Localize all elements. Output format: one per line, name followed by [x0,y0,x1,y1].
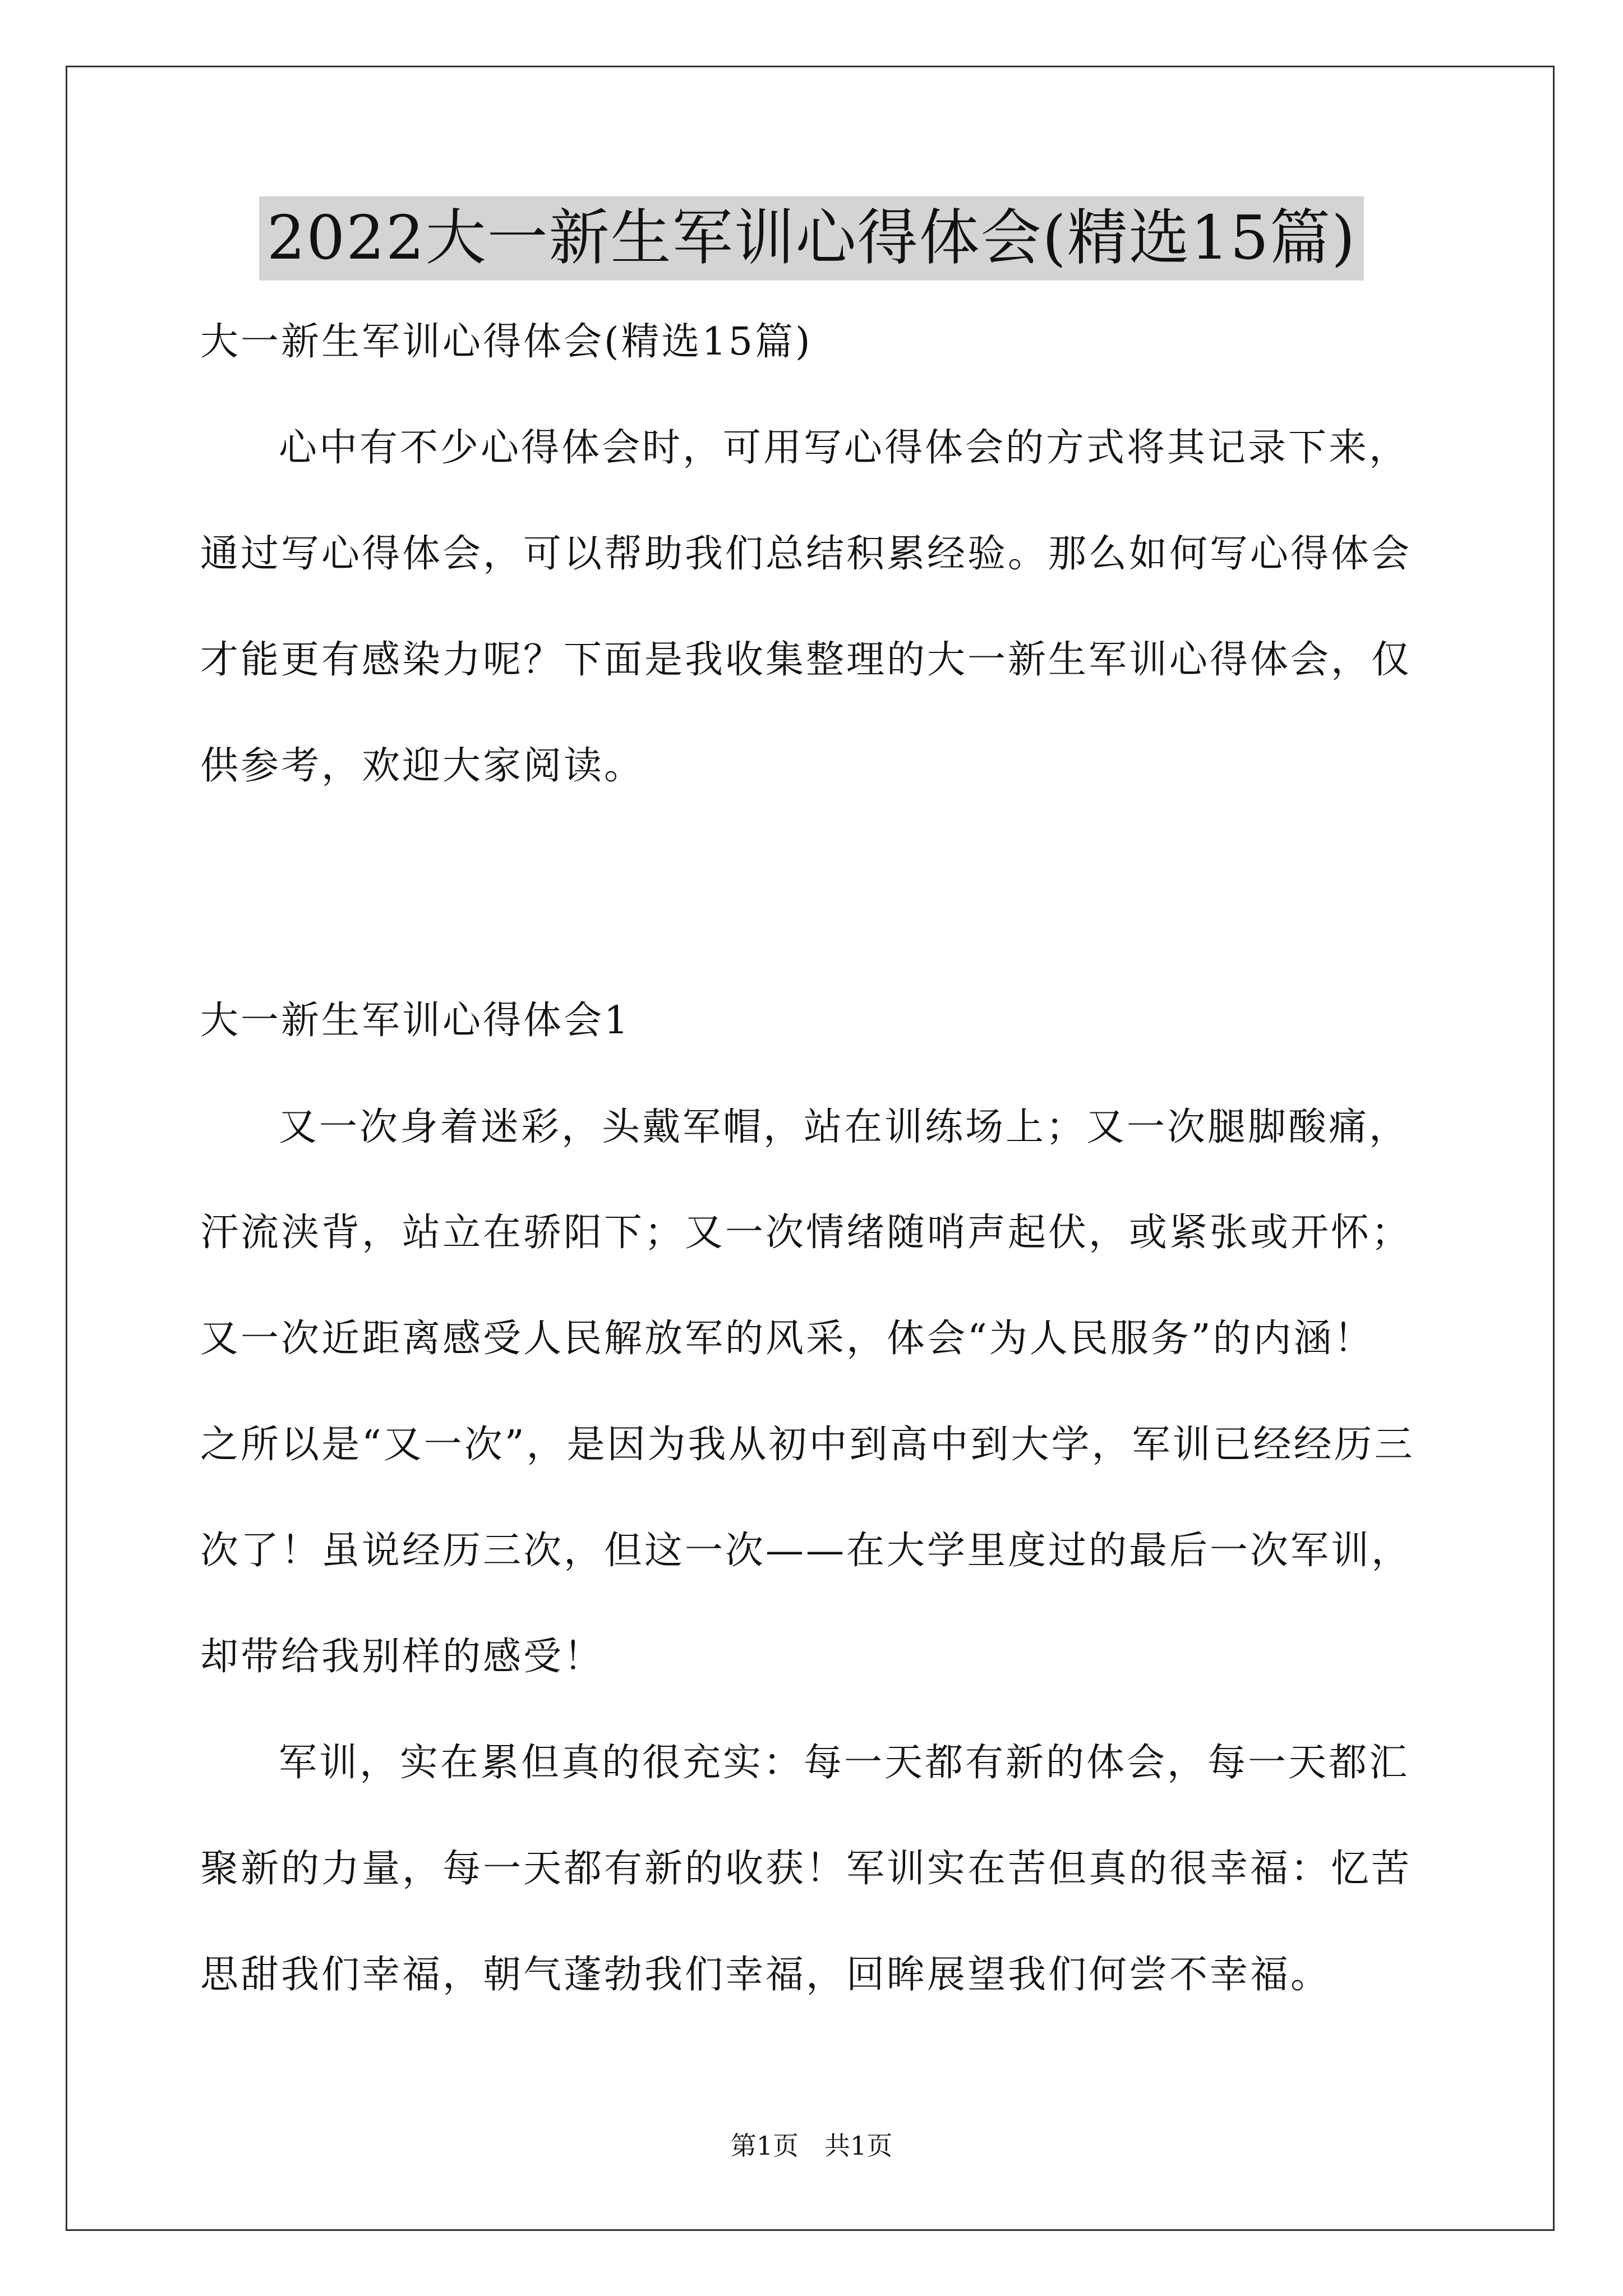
paragraph2-line-2: 聚新的力量，每一天都有新的收获！军训实在苦但真的很幸福：忆苦 [200,1847,1412,1891]
title-container [0,196,1623,280]
paragraph1-line-2: 汗流浃背，站立在骄阳下；又一次情绪随哨声起伏，或紧张或开怀； [200,1211,1412,1255]
section-heading: 大一新生军训心得体会1 [200,999,631,1043]
intro-line-3: 才能更有感染力呢？下面是我收集整理的大一新生军训心得体会，仅 [200,638,1412,682]
document-subtitle: 大一新生军训心得体会(精选15篇) [200,320,813,364]
paragraph1-line-1: 又一次身着迷彩，头戴军帽，站在训练场上；又一次腿脚酸痛， [279,1105,1410,1149]
document-title: 2022大一新生军训心得体会(精选15篇) [259,196,1364,280]
paragraph2-line-1: 军训，实在累但真的很充实：每一天都有新的体会，每一天都汇 [279,1741,1410,1785]
page-number-footer: 第1页 共1页 [730,2131,893,2161]
intro-line-2: 通过写心得体会，可以帮助我们总结积累经验。那么如何写心得体会 [200,532,1412,576]
paragraph1-line-6: 却带给我别样的感受！ [200,1635,605,1679]
intro-line-4: 供参考，欢迎大家阅读。 [200,744,645,788]
intro-line-1: 心中有不少心得体会时，可用写心得体会的方式将其记录下来， [279,426,1410,470]
paragraph1-line-4: 之所以是“又一次”，是因为我从初中到高中到大学，军训已经经历三 [200,1423,1415,1467]
paragraph1-line-5: 次了！虽说经历三次，但这一次——在大学里度过的最后一次军训， [200,1529,1412,1573]
paragraph1-line-3: 又一次近距离感受人民解放军的风采，体会“为人民服务”的内涵！ [200,1317,1375,1361]
paragraph2-line-3: 思甜我们幸福，朝气蓬勃我们幸福，回眸展望我们何尝不幸福。 [200,1953,1331,1997]
